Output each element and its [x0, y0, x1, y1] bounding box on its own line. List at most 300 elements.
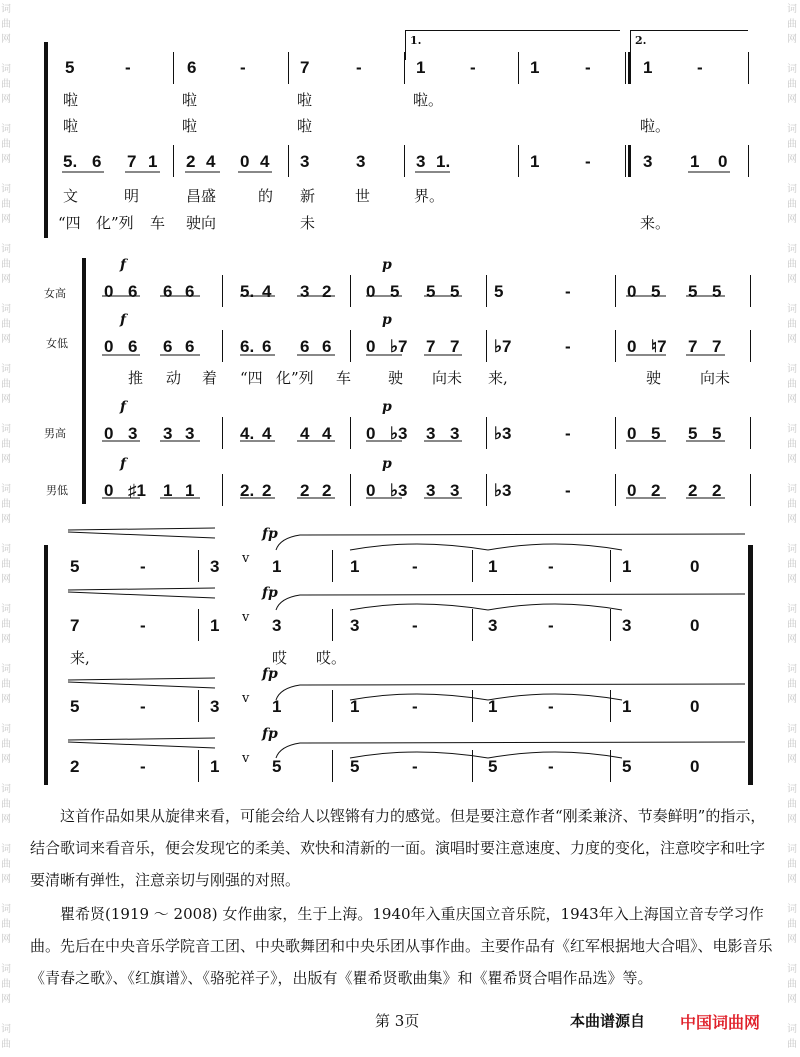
lyric: 动 — [166, 369, 182, 387]
dynamic-mark: p — [382, 456, 392, 472]
lyric: 来, — [488, 369, 508, 387]
note: 6. — [240, 337, 255, 356]
note: - — [548, 616, 554, 635]
note: - — [565, 337, 571, 356]
watermark-char: 词 — [787, 304, 797, 315]
note: 3 — [622, 616, 632, 635]
note: 6 — [163, 282, 173, 301]
note: ♮7 — [651, 337, 667, 356]
watermark-char: 网 — [1, 694, 11, 705]
dynamic-mark: p — [382, 312, 392, 328]
note: 6 — [128, 282, 138, 301]
note: 5 — [426, 282, 436, 301]
watermark-char: 网 — [1, 94, 11, 105]
note: 1 — [163, 481, 173, 500]
volta-2-label: 2. — [635, 34, 647, 47]
watermark-char: 曲 — [787, 79, 797, 90]
note: 2 — [712, 481, 722, 500]
watermark-char: 词 — [1, 544, 11, 555]
dynamic-mark: fp — [262, 585, 278, 601]
note: - — [412, 697, 418, 716]
lyric: “四 — [240, 369, 263, 387]
watermark-char: 曲 — [787, 559, 797, 570]
note: 0 — [627, 282, 637, 301]
watermark-char: 曲 — [1, 439, 11, 450]
watermark-char: 曲 — [1, 619, 11, 630]
watermark-char: 曲 — [1, 79, 11, 90]
watermark-char: 网 — [1, 754, 11, 765]
dynamic-mark: f — [120, 312, 127, 328]
note: 5 — [70, 697, 80, 716]
watermark-char: 曲 — [787, 619, 797, 630]
watermark-char: 网 — [1, 154, 11, 165]
note: - — [140, 757, 146, 776]
note: 0 — [627, 481, 637, 500]
note: 6 — [187, 58, 197, 77]
watermark-char: 词 — [787, 784, 797, 795]
note: 1 — [530, 152, 540, 171]
lyric: 化”列 — [276, 369, 314, 387]
note: 4 — [262, 424, 272, 443]
note: 6 — [300, 337, 310, 356]
watermark-char: 词 — [787, 844, 797, 855]
watermark-char: 网 — [787, 874, 797, 885]
note: - — [140, 557, 146, 576]
lyric: 驶 — [388, 369, 404, 387]
note: 4 — [262, 282, 272, 301]
note: 5 — [688, 424, 698, 443]
note: 1 — [643, 58, 653, 77]
watermark-char: 词 — [1, 844, 11, 855]
volta-1-label: 1. — [410, 34, 422, 47]
note: 0 — [627, 424, 637, 443]
note: 5 — [488, 757, 498, 776]
watermark-char: 曲 — [787, 199, 797, 210]
dynamic-mark: fp — [262, 526, 278, 542]
watermark-char: 词 — [1, 304, 11, 315]
note: 0 — [690, 757, 700, 776]
watermark-char: 网 — [787, 754, 797, 765]
dynamic-mark: fp — [262, 726, 278, 742]
note: 2 — [651, 481, 661, 500]
dynamic-mark: p — [382, 257, 392, 273]
note: 6 — [185, 337, 195, 356]
watermark-char: 词 — [1, 784, 11, 795]
note: 7 — [450, 337, 460, 356]
watermark-char: 曲 — [1, 859, 11, 870]
watermark-char: 曲 — [1, 739, 11, 750]
note: 0 — [366, 282, 376, 301]
watermark-char: 词 — [787, 424, 797, 435]
note: 4 — [322, 424, 332, 443]
note: 5 — [390, 282, 400, 301]
note: - — [548, 557, 554, 576]
note: 7 — [300, 58, 310, 77]
note: - — [412, 757, 418, 776]
watermark-char: 网 — [787, 994, 797, 1005]
watermark-char: 曲 — [1, 799, 11, 810]
note: 5 — [651, 282, 661, 301]
note: 3 — [163, 424, 173, 443]
note: 2 — [322, 282, 332, 301]
note: - — [565, 481, 571, 500]
watermark-char: 曲 — [1, 199, 11, 210]
watermark-char: 网 — [1, 394, 11, 405]
watermark-char: 词 — [787, 184, 797, 195]
note: 3 — [416, 152, 426, 171]
note: 1 — [148, 152, 158, 171]
watermark-char: 词 — [1, 604, 11, 615]
watermark-char: 曲 — [1, 319, 11, 330]
lyric: 啦。 — [413, 91, 444, 109]
breath-mark: v — [242, 751, 250, 766]
watermark-char: 词 — [787, 1024, 797, 1035]
note: 1 — [350, 697, 360, 716]
watermark-char: 词 — [1, 1024, 11, 1035]
watermark-char: 词 — [1, 664, 11, 675]
note: 3 — [488, 616, 498, 635]
watermark-char: 曲 — [787, 979, 797, 990]
note: 3 — [426, 481, 436, 500]
note: 2. — [240, 481, 255, 500]
watermark-char: 网 — [1, 274, 11, 285]
note: 0 — [690, 616, 700, 635]
watermark-char: 词 — [787, 124, 797, 135]
page-number: 第 3页 — [375, 1012, 420, 1030]
watermark-char: 词 — [1, 4, 11, 15]
note: 6 — [163, 337, 173, 356]
watermark-char: 曲 — [1, 19, 11, 30]
watermark-char: 网 — [787, 34, 797, 45]
watermark-char: 词 — [787, 664, 797, 675]
note: 3 — [300, 282, 310, 301]
note: 1 — [185, 481, 195, 500]
note: 1 — [530, 58, 540, 77]
part-label-bass: 男低 — [46, 484, 68, 497]
note: ♭7 — [390, 337, 408, 356]
watermark-char: 网 — [787, 214, 797, 225]
note: - — [548, 757, 554, 776]
watermark-char: 曲 — [1, 1039, 11, 1050]
watermark-char: 网 — [787, 334, 797, 345]
watermark-char: 网 — [1, 874, 11, 885]
lyric: 驶向 — [186, 214, 217, 232]
watermark-char: 词 — [787, 544, 797, 555]
lyric: 世 — [355, 187, 371, 205]
note: 4 — [206, 152, 216, 171]
watermark-char: 网 — [1, 814, 11, 825]
note: 6 — [262, 337, 272, 356]
note: 5. — [240, 282, 255, 301]
lyric: 啦 — [63, 117, 79, 135]
note: 5 — [65, 58, 75, 77]
watermark-char: 网 — [1, 994, 11, 1005]
note: 7 — [688, 337, 698, 356]
note: 4. — [240, 424, 255, 443]
note: 3 — [350, 616, 360, 635]
note: 0 — [240, 152, 250, 171]
watermark-char: 曲 — [787, 319, 797, 330]
note: 3 — [643, 152, 653, 171]
lyric: 啦 — [297, 117, 313, 135]
note: 0 — [366, 337, 376, 356]
note: 6 — [128, 337, 138, 356]
watermark-char: 词 — [787, 364, 797, 375]
note: 0 — [690, 557, 700, 576]
note: ♯1 — [128, 481, 146, 500]
watermark-char: 曲 — [787, 1039, 797, 1050]
note: 1 — [690, 152, 700, 171]
note: ♭3 — [390, 481, 408, 500]
note: 2 — [322, 481, 332, 500]
note: 4 — [260, 152, 270, 171]
watermark-char: 网 — [1, 634, 11, 645]
note: - — [565, 424, 571, 443]
watermark-char: 词 — [787, 724, 797, 735]
note: 6 — [185, 282, 195, 301]
note: 1 — [272, 697, 282, 716]
watermark-char: 网 — [787, 94, 797, 105]
watermark-char: 词 — [1, 964, 11, 975]
watermark-char: 词 — [1, 124, 11, 135]
lyric: 啦 — [297, 91, 313, 109]
source-label: 本曲谱源自 — [570, 1012, 646, 1030]
note: - — [140, 616, 146, 635]
lyric: 来, — [70, 649, 90, 667]
watermark-char: 曲 — [1, 499, 11, 510]
watermark-char: 网 — [787, 694, 797, 705]
note: 5. — [63, 152, 78, 171]
breath-mark: v — [242, 610, 250, 625]
lyric: 昌盛 — [186, 187, 217, 205]
note: - — [585, 58, 591, 77]
watermark-char: 网 — [787, 814, 797, 825]
lyric: 文 — [63, 187, 79, 205]
note: 3 — [300, 152, 310, 171]
note: 3 — [210, 697, 220, 716]
lyric: 啦 — [63, 91, 79, 109]
note: - — [240, 58, 246, 77]
watermark-char: 曲 — [787, 799, 797, 810]
note: 1 — [488, 557, 498, 576]
note: 4 — [300, 424, 310, 443]
note: - — [548, 697, 554, 716]
watermark-char: 词 — [1, 484, 11, 495]
note: 0 — [718, 152, 728, 171]
watermark-char: 网 — [787, 154, 797, 165]
watermark-char: 曲 — [1, 979, 11, 990]
lyric: 啦 — [182, 91, 198, 109]
note: 1 — [272, 557, 282, 576]
watermark-char: 网 — [787, 394, 797, 405]
note: 2 — [70, 757, 80, 776]
note: ♭3 — [494, 424, 512, 443]
note: 1 — [210, 757, 220, 776]
note: 1 — [622, 557, 632, 576]
watermark-char: 网 — [787, 934, 797, 945]
lyric: 啦 — [182, 117, 198, 135]
watermark-char: 网 — [787, 574, 797, 585]
watermark-char: 词 — [1, 424, 11, 435]
note: 1 — [350, 557, 360, 576]
part-label-soprano: 女高 — [44, 287, 66, 300]
breath-mark: v — [242, 551, 250, 566]
watermark-char: 曲 — [1, 919, 11, 930]
note: 5 — [712, 424, 722, 443]
note: 1 — [210, 616, 220, 635]
note: ♭3 — [390, 424, 408, 443]
note: 7 — [712, 337, 722, 356]
dynamic-mark: fp — [262, 666, 278, 682]
watermark-char: 词 — [787, 244, 797, 255]
part-label-tenor: 男高 — [44, 427, 66, 440]
watermark-char: 曲 — [787, 679, 797, 690]
watermark-char: 词 — [787, 484, 797, 495]
watermark-char: 网 — [787, 634, 797, 645]
lyric: 界。 — [414, 187, 445, 205]
note: 3 — [356, 152, 366, 171]
dynamic-mark: f — [120, 399, 127, 415]
note: 0 — [366, 424, 376, 443]
note: 1 — [416, 58, 426, 77]
dynamic-mark: f — [120, 456, 127, 472]
note: 0 — [104, 337, 114, 356]
watermark-char: 曲 — [1, 139, 11, 150]
note: - — [125, 58, 131, 77]
watermark-char: 网 — [1, 214, 11, 225]
watermark-char: 网 — [1, 334, 11, 345]
watermark-char: 网 — [1, 454, 11, 465]
note: 5 — [712, 282, 722, 301]
lyric: 哎 — [272, 649, 288, 667]
note: 5 — [494, 282, 504, 301]
note: ♭3 — [494, 481, 512, 500]
watermark-char: 曲 — [787, 379, 797, 390]
note: 5 — [70, 557, 80, 576]
note: - — [470, 58, 476, 77]
watermark-char: 词 — [787, 64, 797, 75]
lyric: 啦。 — [640, 117, 671, 135]
note: - — [412, 557, 418, 576]
note: 5 — [622, 757, 632, 776]
note: 2 — [262, 481, 272, 500]
watermark-char: 曲 — [787, 919, 797, 930]
watermark-char: 曲 — [787, 439, 797, 450]
lyric: 着 — [202, 369, 218, 387]
lyric: 明 — [124, 187, 140, 205]
note: 0 — [104, 481, 114, 500]
watermark-char: 网 — [1, 34, 11, 45]
lyric: 车 — [150, 214, 166, 232]
watermark-char: 曲 — [787, 19, 797, 30]
watermark-char: 网 — [1, 574, 11, 585]
commentary-paragraph: 这首作品如果从旋律来看，可能会给人以铿锵有力的感觉。但是要注意作者“刚柔兼济、节奏鲜明”的指示，结合歌词来看音乐，便会发现它的柔美、欢快和清新的一面。演唱时要注意速度、力度的变化，注意咬字和吐字要清晰有弹性，注意亲切与刚强的对照。 — [30, 807, 766, 889]
note: 2 — [186, 152, 196, 171]
lyric: 车 — [336, 369, 352, 387]
note: 6 — [322, 337, 332, 356]
lyric: 推 — [128, 369, 144, 387]
note: 5 — [651, 424, 661, 443]
watermark-char: 词 — [1, 244, 11, 255]
lyric: 驶 — [646, 369, 662, 387]
watermark-char: 词 — [1, 724, 11, 735]
watermark-char: 词 — [1, 904, 11, 915]
watermark-char: 网 — [1, 934, 11, 945]
watermark-char: 词 — [787, 904, 797, 915]
note: 6 — [92, 152, 102, 171]
breath-mark: v — [242, 691, 250, 706]
lyric: 哎。 — [316, 649, 347, 667]
dynamic-mark: p — [382, 399, 392, 415]
lyric: 向未 — [432, 369, 463, 387]
note: 2 — [300, 481, 310, 500]
note: 7 — [127, 152, 137, 171]
lyric: 向未 — [700, 369, 731, 387]
lyric: 来。 — [640, 214, 671, 232]
note: 5 — [450, 282, 460, 301]
note: 7 — [70, 616, 80, 635]
note: ♭7 — [494, 337, 512, 356]
watermark-char: 网 — [787, 274, 797, 285]
watermark-char: 词 — [1, 184, 11, 195]
site-name: 中国词曲网 — [680, 1013, 761, 1032]
note: 5 — [688, 282, 698, 301]
watermark-char: 曲 — [1, 379, 11, 390]
watermark-char: 词 — [787, 604, 797, 615]
lyric: 化”列 — [96, 214, 134, 232]
watermark-char: 曲 — [1, 259, 11, 270]
note: 5 — [350, 757, 360, 776]
note: 1. — [436, 152, 451, 171]
watermark-char: 网 — [787, 454, 797, 465]
lyric: “四 — [58, 214, 81, 232]
note: - — [565, 282, 571, 301]
note: 1 — [488, 697, 498, 716]
part-label-alto: 女低 — [46, 337, 68, 350]
watermark-char: 网 — [787, 514, 797, 525]
note: 3 — [426, 424, 436, 443]
note: - — [697, 58, 703, 77]
lyric: 的 — [258, 187, 274, 205]
watermark-char: 曲 — [787, 259, 797, 270]
watermark-char: 曲 — [787, 859, 797, 870]
note: 3 — [185, 424, 195, 443]
note: 0 — [104, 282, 114, 301]
watermark-char: 网 — [1, 514, 11, 525]
note: 3 — [128, 424, 138, 443]
note: 7 — [426, 337, 436, 356]
dynamic-mark: f — [120, 257, 127, 273]
watermark-char: 词 — [787, 964, 797, 975]
watermark-char: 曲 — [1, 559, 11, 570]
watermark-char: 曲 — [787, 139, 797, 150]
lyric: 未 — [300, 214, 316, 232]
note: - — [356, 58, 362, 77]
note: 2 — [688, 481, 698, 500]
note: - — [412, 616, 418, 635]
watermark-char: 词 — [1, 64, 11, 75]
composer-bio-paragraph: 瞿希贤(1919 ～ 2008) 女作曲家，生于上海。1940年入重庆国立音乐院，1943年入上海国立音专学习作曲。先后在中央音乐学院音工团、中央歌舞团和中央乐团从事作曲。主要作品有《红军根据地大合唱》、电影音乐《青春之歌》、《红旗谱》、《骆驼祥子》，出版有《瞿希贤歌曲集》和《瞿希贤合唱作品选》等。 — [30, 905, 773, 987]
note: - — [140, 697, 146, 716]
note: 0 — [366, 481, 376, 500]
note: 3 — [450, 481, 460, 500]
watermark-char: 词 — [787, 4, 797, 15]
note: 0 — [627, 337, 637, 356]
watermark-char: 曲 — [1, 679, 11, 690]
note: 3 — [210, 557, 220, 576]
note: 3 — [450, 424, 460, 443]
watermark-char: 曲 — [787, 739, 797, 750]
